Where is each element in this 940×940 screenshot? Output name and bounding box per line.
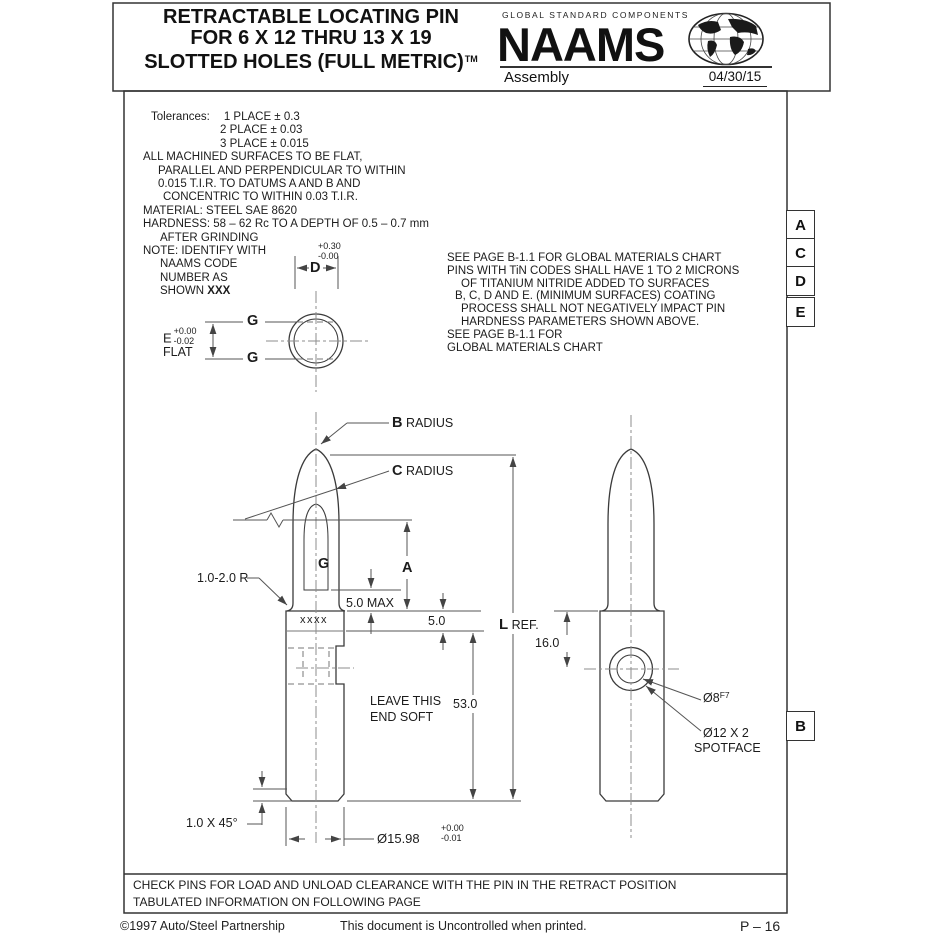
- note-line-shown: SHOWN XXX: [160, 285, 231, 298]
- revision-date: 04/30/15: [703, 69, 767, 87]
- dim-5-label: 5.0: [428, 614, 446, 628]
- globe-icon: [689, 14, 763, 65]
- note-line: PINS WITH TiN CODES SHALL HAVE 1 TO 2 MICRONS: [447, 264, 740, 277]
- bottom-note-1: CHECK PINS FOR LOAD AND UNLOAD CLEARANCE WITH THE PIN IN THE RETRACT POSITION: [133, 878, 677, 892]
- note-line: NAAMS CODE: [160, 258, 238, 271]
- title-line-1: RETRACTABLE LOCATING PIN: [163, 6, 459, 28]
- tolerances-row: [143, 111, 429, 124]
- dim-5-max-label: 5.0 MAX: [346, 596, 394, 610]
- g-hole-label: G: [318, 556, 330, 572]
- trademark-mark: TM: [464, 54, 478, 64]
- page-number: P – 16: [740, 918, 781, 934]
- l-ref-label: L REF.: [499, 616, 539, 633]
- copyright-text: ©1997 Auto/Steel Partnership: [120, 919, 285, 933]
- brand-logo-text: NAAMS: [497, 18, 665, 71]
- note-line: GLOBAL MATERIALS CHART: [447, 341, 603, 354]
- title-line-3: SLOTTED HOLES (FULL METRIC)™: [144, 51, 478, 73]
- note-line: AFTER GRINDING: [160, 231, 259, 244]
- title-line-2: FOR 6 X 12 THRU 13 X 19: [190, 27, 432, 49]
- c-radius-label: C RADIUS: [392, 463, 454, 479]
- note-line: B, C, D AND E. (MINIMUM SURFACES) COATING: [455, 290, 716, 303]
- note-line: SEE PAGE B-1.1 FOR: [447, 328, 563, 341]
- dim-g-label-top: G: [247, 313, 259, 329]
- dim-a-label: A: [402, 560, 413, 576]
- front-view-linework: [233, 412, 521, 846]
- tolerance-notes: [143, 111, 429, 299]
- diameter-tolerance: +0.00 -0.01: [441, 823, 464, 843]
- brand-subtitle: Assembly: [504, 69, 570, 86]
- datum-flag-d: D: [786, 266, 815, 296]
- tolerances-label: Tolerances:: [151, 111, 210, 123]
- tolerance-item: 3 PLACE ± 0.015: [220, 137, 309, 150]
- diameter-label: Ø15.98: [377, 831, 420, 846]
- materials-notes: [447, 252, 739, 354]
- dim-16-label: 16.0: [535, 636, 560, 650]
- datum-flag-e: E: [786, 297, 815, 327]
- note-line: MATERIAL: STEEL SAE 8620: [143, 204, 298, 217]
- note-line: CONCENTRIC TO WITHIN 0.03 T.I.R.: [163, 191, 358, 204]
- note-line: PARALLEL AND PERPENDICULAR TO WITHIN: [158, 164, 406, 177]
- tolerance-item: 1 PLACE ± 0.3: [223, 111, 300, 123]
- note-line: HARDNESS PARAMETERS SHOWN ABOVE.: [461, 315, 700, 328]
- note-line: NOTE: IDENTIFY WITH: [143, 245, 267, 258]
- note-line: PROCESS SHALL NOT NEGATIVELY IMPACT PIN: [461, 303, 726, 316]
- note-line: OF TITANIUM NITRIDE ADDED TO SURFACES: [461, 277, 710, 290]
- naams-code-placeholder: XXX: [207, 285, 231, 298]
- datum-flag-b: B: [786, 711, 815, 741]
- dim-d-label: D: [310, 260, 321, 276]
- dim-53-label: 53.0: [453, 697, 478, 711]
- brand-tagline: GLOBAL STANDARD COMPONENTS: [502, 10, 690, 20]
- note-line: 0.015 T.I.R. TO DATUMS A AND B AND: [158, 178, 361, 191]
- note-line: NUMBER AS: [160, 271, 228, 284]
- side-view-linework: [554, 415, 701, 838]
- leave-soft-note: LEAVE THIS END SOFT: [370, 694, 442, 724]
- dim-e-label: E +0.00 -0.02: [163, 326, 197, 346]
- note-line: SEE PAGE B-1.1 FOR GLOBAL MATERIALS CHART: [447, 252, 722, 264]
- fillet-radius-label: 1.0-2.0 R: [197, 571, 249, 585]
- bottom-note-2: TABULATED INFORMATION ON FOLLOWING PAGE: [133, 895, 421, 909]
- hole-dia-label: $Ø8^{F7}$: [703, 690, 730, 705]
- note-line: HARDNESS: 58 – 62 Rc TO A DEPTH OF 0.5 – 0.7 mm: [143, 218, 429, 231]
- dim-g-label-bottom: G: [247, 350, 259, 366]
- d-tolerance: +0.30 -0.00: [318, 241, 341, 261]
- e-flat-label: FLAT: [163, 345, 193, 359]
- datum-flag-c: C: [786, 238, 815, 268]
- chamfer-label: 1.0 X 45°: [186, 816, 238, 830]
- spotface-text-label: SPOTFACE: [694, 741, 761, 755]
- tolerance-item: 2 PLACE ± 0.03: [220, 124, 303, 137]
- code-stamp: xxxx: [300, 614, 328, 626]
- uncontrolled-notice: This document is Uncontrolled when printed.: [340, 919, 587, 933]
- spotface-dia-label: Ø12 X 2: [703, 726, 749, 740]
- b-radius-label: B RADIUS: [392, 415, 454, 431]
- note-line: ALL MACHINED SURFACES TO BE FLAT,: [143, 151, 363, 164]
- datum-flag-a: A: [786, 210, 815, 240]
- page-title: [123, 7, 499, 73]
